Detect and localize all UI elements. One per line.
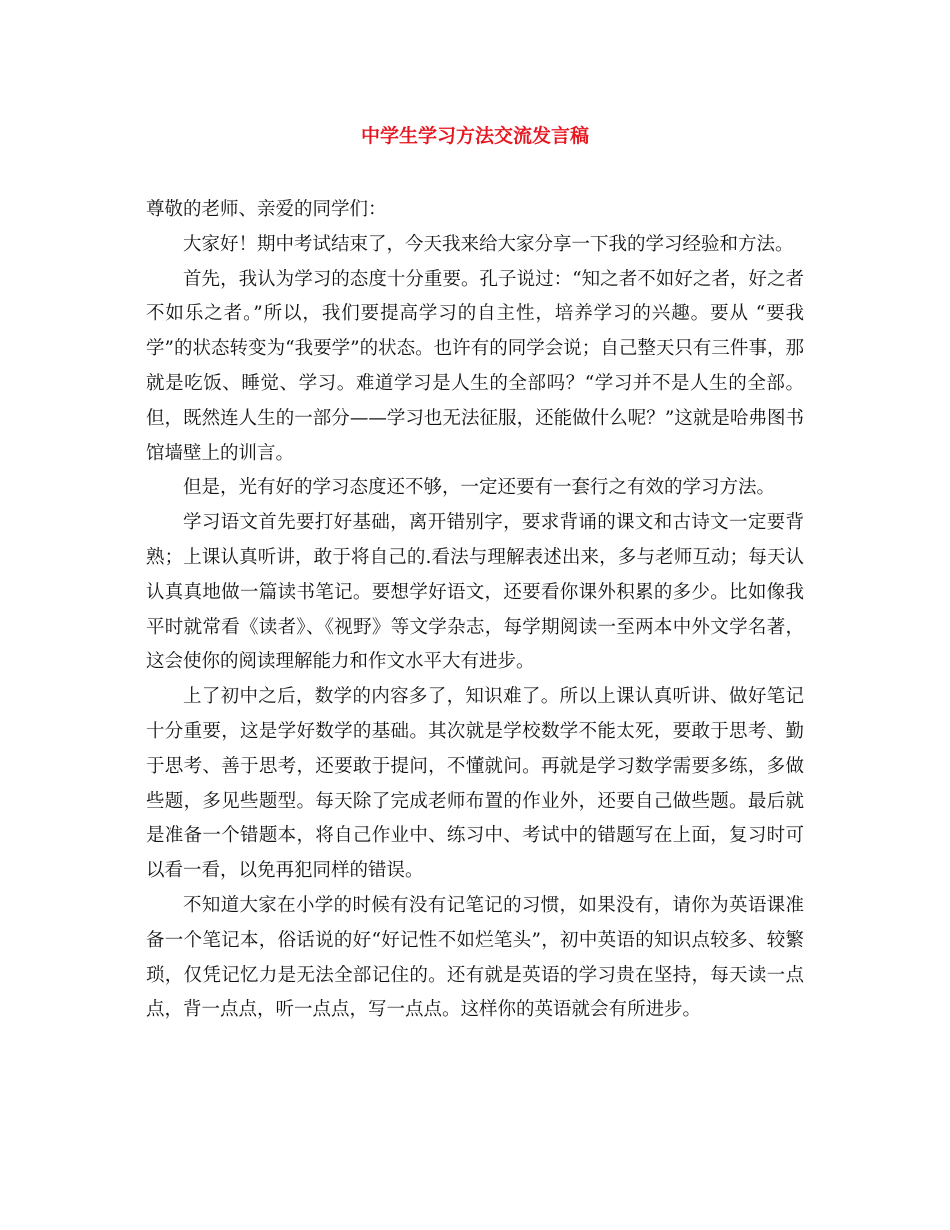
paragraph-english: 不知道大家在小学的时候有没有记笔记的习惯，如果没有，请你为英语课准备一个笔记本，俗话说的好“好记性不如烂笔头”，初中英语的知识点较多、较繁琐，仅凭记忆力是无法全部记住的。还有就是英语的学习贵在坚持，每天读一点点，背一点点，听一点点，写一点点。这样你的英语就会有所进步。: [146, 894, 804, 1021]
paragraph-greeting: 大家好！期中考试结束了，今天我来给大家分享一下我的学习经验和方法。: [183, 233, 794, 255]
paragraph-attitude: 首先，我认为学习的态度十分重要。孔子说过：“知之者不如好之者，好之者不如乐之者。”所以，我们要提高学习的自主性，培养学习的兴趣。要从 “要我学”的状态转变为“我要学”的状态。也许有的同学会说；自己整天只有三件事，那就是吃饭、睡觉、学习。难道学习是人生的全部吗？“学习并不是人生的全部。但，既然连人生的一部分——学习也无法征服，还能做什么呢？”这就是哈弗图书馆墙壁上的训言。: [146, 268, 804, 464]
document-body: [146, 193, 804, 1028]
paragraph-math: 上了初中之后，数学的内容多了，知识难了。所以上课认真听讲、做好笔记十分重要，这是学好数学的基础。其次就是学校数学不能太死，要敢于思考、勤于思考、善于思考，还要敢于提问，不懂就问。再就是学习数学需要多练，多做些题，多见些题型。每天除了完成老师布置的作业外，还要自己做些题。最后就是准备一个错题本，将自己作业中、练习中、考试中的错题写在上面，复习时可以看一看，以免再犯同样的错误。: [146, 686, 804, 882]
document-title: 中学生学习方法交流发言稿: [360, 125, 589, 147]
salutation: 尊敬的老师、亲爱的同学们：: [146, 199, 387, 220]
paragraph-method-intro: 但是，光有好的学习态度还不够，一定还要有一套行之有效的学习方法。: [183, 477, 776, 499]
paragraph-chinese: 学习语文首先要打好基础，离开错别字，要求背诵的课文和古诗文一定要背熟；上课认真听讲，敢于将自己的.看法与理解表述出来，多与老师互动；每天认认真真地做一篇读书笔记。要想学好语文，还要看你课外积累的多少。比如像我平时就常看《读者》、《视野》等文学杂志，每学期阅读一至两本中外文学名著，这会使你的阅读理解能力和作文水平大有进步。: [146, 512, 804, 673]
